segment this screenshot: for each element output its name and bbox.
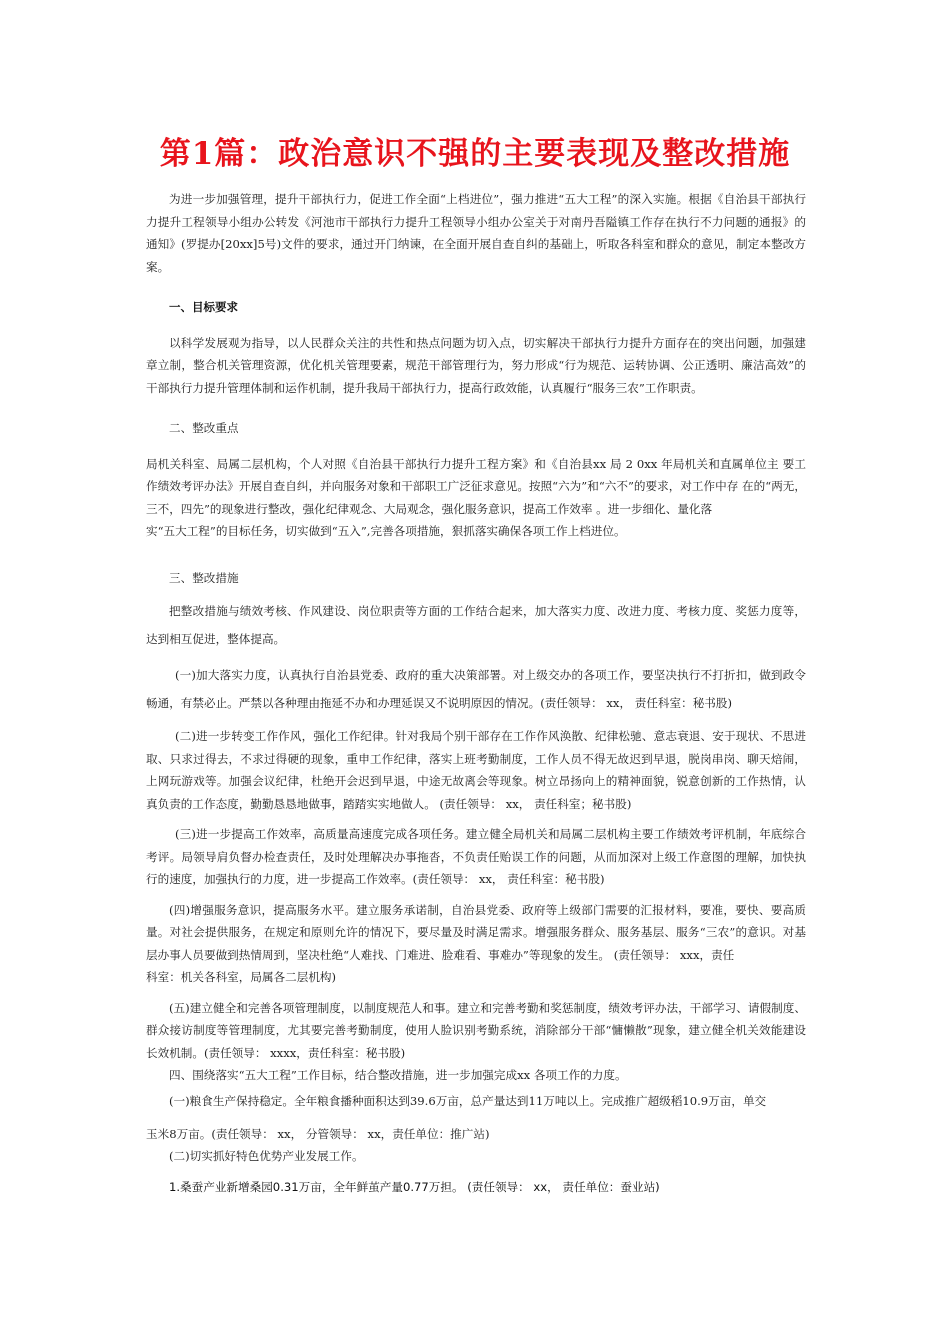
section-measures-paragraph: 把整改措施与绩效考核、作风建设、岗位职责等方面的工作结合起来，加大落实力度、改进力度、考核力度、奖惩力度等，达到相互促进，整体提高。 [146,604,806,646]
task-silkworm-item: 1.桑蚕产业新增桑园0.31万亩，全年鲜茧产量0.77万担。 (责任领导： xx， 责任单位：蚕业站) [169,1179,660,1194]
section-heading-tasks: 四、围绕落实“五大工程”工作目标，结合整改措施，进一步加强完成xx 各项工作的力度。 [169,1068,627,1082]
measure-4-paragraph: (四)增强服务意识，提高服务水平。建立服务承诺制，自治县党委、政府等上级部门需要的汇报材料，要准，要快、要高质量。对社会提供服务，在规定和原则允许的情况下，要尽量及时满足需求。增强服务群众、服务基层、服务“三农”的意识。对基层办事人员要做到热情周到，坚决杜绝“人难找、门难进、脸难看、事难办”等现象的发生。 (责任领导： xxx，责任 [146,902,806,962]
task-grain-paragraph: (一)粮食生产保持稳定。全年粮食播种面积达到39.6万亩，总产量达到11万吨以上。完成推广超级稻10.9万亩，单交 [169,1093,767,1108]
intro-paragraph: 为进一步加强管理，提升干部执行力，促进工作全面“上档进位”，强力推进“五大工程”的深入实施。根据《自治县干部执行力提升工程领导小组办公转发《河池市干部执行力提升工程领导小组办公室关于对南丹吾隘镇工作存在执行不力问题的通报》的通知》(罗提办[20xx]5号)文件的要求，通过开门纳谏，在全面开展自查自纠的基础上，听取各科室和群众的意见，制定本整改方案。 [146,192,806,274]
document-title: 第1篇：政治意识不强的主要表现及整改措施 [159,136,791,172]
task-grain-continuation: 玉米8万亩。(责任领导： xx， 分管领导： xx，责任单位：推广站) [146,1126,490,1141]
section-heading-goals: 一、目标要求 [169,300,238,314]
section-focus-continuation: 实“五大工程”的目标任务，切实做到“五入”,完善各项措施，狠抓落实确保各项工作上档进位。 [146,524,626,538]
section-heading-measures: 三、整改措施 [169,570,239,585]
section-focus-paragraph: 局机关科室、局属二层机构，个人对照《自治县干部执行力提升工程方案》和《自治县xx 局 2 0xx 年局机关和直属单位主 要工作绩效考评办法》开展自查自纠，并向服务对象和干部职工广泛征求意见。按照“六为”和“六不”的要求，对工作中存 在的“两无，三不，四先”的现象进行整改，强化纪律观念、大局观念，强化服务意识，提高工作效率 。进一步细化、量化落 [146,456,806,516]
document-body [146,188,806,1198]
measure-2-paragraph: (二)进一步转变工作作风，强化工作纪律。针对我局个别干部存在工作作风涣散、纪律松驰、意志衰退、安于现状、不思进取、只求过得去，不求过得硬的现象，重申工作纪律，落实上班考勤制度，工作人员不得无故迟到早退，脱岗串岗、聊天焙闹，上网玩游戏等。加强会议纪律，杜绝开会迟到早退，中途无故离会等现象。树立昂扬向上的精神面貌，锐意创新的工作热情，认真负责的工作态度，勤勤恳恳地做事，踏踏实实地做人。 (责任领导： xx， 责任科室；秘书股) [146,729,806,811]
measure-1-paragraph: (一)加大落实力度，认真执行自治县党委、政府的重大决策部署。对上级交办的各项工作，要坚决执行不打折扣，做到政令畅通，有禁必止。严禁以各种理由拖延不办和办理延误又不说明原因的情况。(责任领导： xx， 责任科室：秘书股) [146,668,806,710]
measure-5-paragraph: (五)建立健全和完善各项管理制度，以制度规范人和事。建立和完善考勤和奖惩制度，绩效考评办法，干部学习、请假制度、群众接访制度等管理制度，尤其要完善考勤制度，使用人脸识别考勤系统，消除部分干部“慵懒散”现象，建立健全机关效能建设长效机制。(责任领导： xxxx，责任科室：秘书股) [146,1000,806,1060]
measure-4-continuation: 科室：机关各科室，局属各二层机构) [146,970,337,984]
measure-3-paragraph: (三)进一步提高工作效率，高质量高速度完成各项任务。建立健全局机关和局属二层机构主要工作绩效考评机制，年底综合考评。局领导肩负督办检查责任，及时处理解决办事拖沓，不负责任贻误工作的问题，从而加深对上级工作意图的理解，加快执行的速度，加强执行的力度，进一步提高工作效率。(责任领导： xx， 责任科室：秘书股) [146,827,806,886]
task-industry-heading: (二)切实抓好特色优势产业发展工作。 [169,1149,364,1163]
section-heading-focus: 二、整改重点 [169,421,239,435]
section-goals-paragraph: 以科学发展观为指导，以人民群众关注的共性和热点问题为切入点，切实解决干部执行力提升方面存在的突出问题，加强建章立制，整合机关管理资源，优化机关管理要素，规范干部管理行为，努力形成“行为规范、运转协调、公正透明、廉洁高效”的干部执行力提升管理体制和运作机制，提升我局干部执行力，提高行政效能，认真履行“服务三农”工作职责。 [146,335,806,395]
